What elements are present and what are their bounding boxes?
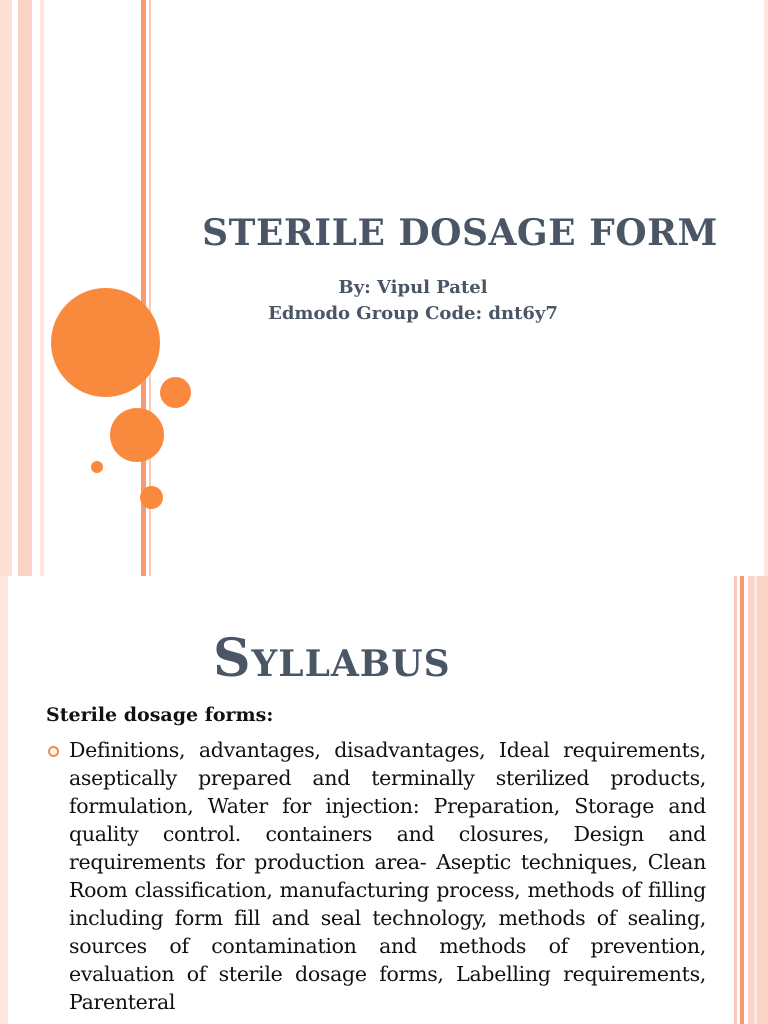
decorative-circle xyxy=(110,408,164,462)
decorative-stripe xyxy=(18,0,32,576)
bullet-item xyxy=(46,736,706,1016)
decorative-circle xyxy=(51,288,160,397)
decorative-circle xyxy=(91,461,103,473)
slide-title: STERILE DOSAGE FORM xyxy=(202,212,718,254)
bullet-text: Definitions, advantages, disadvantages, Ideal requirements, aseptically prepared and terminally sterilized products, formulation, Water for injection: Preparation, Storage and quality control. containers and closures, Design and requirements for production area- Aseptic techniques, Clean Room classification, manufacturing process, methods of filling including form fill and seal technology, methods of sealing, sources of contamination and methods of prevention, evaluation of sterile dosage forms, Labelling requirements, Parenteral xyxy=(69,738,706,1014)
decorative-stripe xyxy=(40,0,44,576)
decorative-stripe xyxy=(764,0,768,576)
author-line: By: Vipul Patel xyxy=(338,277,488,298)
decorative-circle xyxy=(160,377,191,408)
decorative-stripe xyxy=(734,576,737,1024)
decorative-stripe xyxy=(748,576,768,1024)
syllabus-slide xyxy=(0,576,768,1024)
slide-heading: Syllabus xyxy=(213,628,451,689)
decorative-stripe xyxy=(0,576,8,1024)
decorative-circle xyxy=(140,486,163,509)
decorative-stripe xyxy=(754,576,757,1024)
decorative-stripe xyxy=(0,0,12,576)
decorative-stripe xyxy=(740,576,744,1024)
group-code-line: Edmodo Group Code: dnt6y7 xyxy=(268,303,558,324)
section-subheading: Sterile dosage forms: xyxy=(46,704,274,726)
bullet-circle-icon xyxy=(48,746,59,757)
